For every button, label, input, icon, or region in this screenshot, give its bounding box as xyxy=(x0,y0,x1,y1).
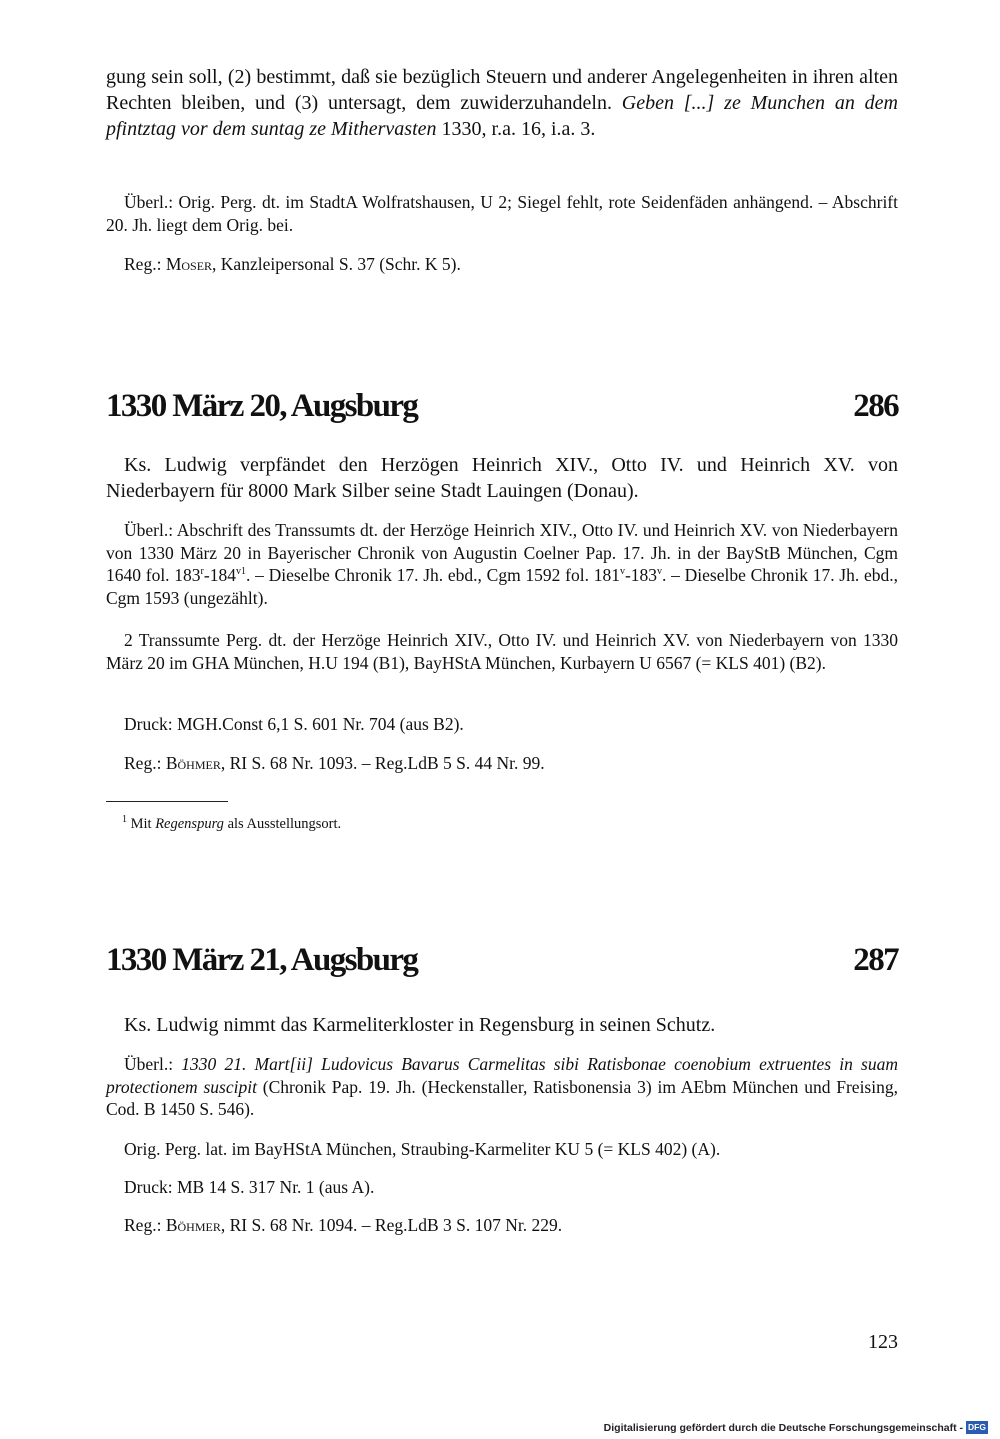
druck-note-286 xyxy=(106,713,898,736)
regest-note-286 xyxy=(106,752,898,775)
superscript: v xyxy=(657,566,663,578)
author-name: Böhmer xyxy=(165,1215,221,1235)
entry-number: 287 xyxy=(853,942,898,978)
text-segment: (Chronik Pap. 19. Jh. (Heckenstaller, Ratisbonensia 3) im AEbm München und Freising, Cod. B 1450 S. 546). xyxy=(106,1076,898,1119)
author-name: Böhmer xyxy=(165,753,221,773)
orig-text: Orig. Perg. lat. im BayHStA München, Straubing-Karmeliter KU 5 (= KLS 402) (A). xyxy=(124,1139,721,1159)
entry-summary-287 xyxy=(106,1012,898,1038)
regest-note xyxy=(106,253,898,276)
quoted-source-text: Geben [...] ze Munchen an dem pfintztag vor dem suntag ze Mithervasten xyxy=(106,92,898,140)
author-name: Moser xyxy=(165,254,213,274)
reg-label: Reg.: xyxy=(124,254,166,274)
druck-text: Druck: MB 14 S. 317 Nr. 1 (aus A). xyxy=(124,1177,375,1197)
text-segment: gung sein soll, (2) bestimmt, daß sie bezüglich Steuern und anderer Angelegenheiten in ihren alten Rechten bleiben, und (3) untersagt, dem zuwiderzuhandeln. xyxy=(106,66,898,114)
dfg-logo-icon: DFG xyxy=(968,1422,986,1432)
quoted-source-text: 1330 21. Mart[ii] Ludovicus Bavarus Carmelitas sibi Ratisbonae coenobium extruentes in suam protectionem suscipit xyxy=(106,1054,898,1097)
summary-text: Ks. Ludwig nimmt das Karmeliterkloster in Regensburg in seinen Schutz. xyxy=(124,1014,716,1036)
text-segment: Mit xyxy=(127,816,156,832)
superscript: v xyxy=(619,566,625,578)
text-segment: . – Dieselbe Chronik 17. Jh. ebd., Cgm 1592 fol. 181 xyxy=(245,565,620,585)
footnote-rule xyxy=(106,801,228,802)
superscript: v1 xyxy=(235,566,246,578)
page-number: 123 xyxy=(868,1331,898,1353)
entry-summary-286 xyxy=(106,452,898,504)
credit-text: Digitalisierung gefördert durch die Deutsche Forschungsgemeinschaft - xyxy=(603,1421,964,1434)
text-segment: . – Dieselbe Chronik 17. Jh. ebd., Cgm 1593 (ungezählt). xyxy=(106,565,898,608)
reg-text: , RI S. 68 Nr. 1093. – Reg.LdB 5 S. 44 Nr. 99. xyxy=(220,753,545,773)
druck-text: Druck: MGH.Const 6,1 S. 601 Nr. 704 (aus B2). xyxy=(124,714,464,734)
uberl-label: Überl.: xyxy=(124,1054,182,1074)
transmission-note-286 xyxy=(106,519,898,609)
transsumte-text: 2 Transsumte Perg. dt. der Herzöge Heinrich XIV., Otto IV. und Heinrich XV. von Niederbayern von 1330 März 20 im GHA München, H.U 194 (B1), BayHStA München, Kurbayern U 6567 (= KLS 401) (B2). xyxy=(106,630,898,673)
reg-text: , RI S. 68 Nr. 1094. – Reg.LdB 3 S. 107 Nr. 229. xyxy=(220,1215,563,1235)
text-segment: -183 xyxy=(624,565,658,585)
druck-note-287 xyxy=(106,1176,898,1199)
uberl-text: Überl.: Orig. Perg. dt. im StadtA Wolfratshausen, U 2; Siegel fehlt, rote Seidenfäden anhängend. – Abschrift 20. Jh. liegt dem Orig. bei. xyxy=(106,192,898,235)
regest-note-287 xyxy=(106,1214,898,1237)
digitization-credit xyxy=(604,1421,988,1434)
entry-heading-286 xyxy=(106,388,898,432)
entry-date: 1330 März 20, Augsburg xyxy=(106,388,418,424)
text-segment: -184 xyxy=(203,565,236,585)
reg-label: Reg.: xyxy=(124,753,166,773)
text-segment: Überl.: Abschrift des Transsumts dt. der Herzöge Heinrich XIV., Otto IV. und Heinrich XV. von Niederbayern von 1330 März 20 in Bayerischer Chronik von Augustin Coelner Pap. 17. Jh. in der BayStB München, Cgm 1640 fol. 183 xyxy=(106,520,898,585)
footnote-number: 1 xyxy=(122,814,127,826)
reg-label: Reg.: xyxy=(124,1215,166,1235)
superscript: r xyxy=(200,566,204,578)
transsumte-note-286 xyxy=(106,629,898,674)
entry-date: 1330 März 21, Augsburg xyxy=(106,942,418,978)
summary-text: Ks. Ludwig verpfändet den Herzögen Heinrich XIV., Otto IV. und Heinrich XV. von Niederbayern für 8000 Mark Silber seine Stadt Lauingen (Donau). xyxy=(106,454,898,502)
transmission-note xyxy=(106,191,898,236)
place-name: Regenspurg xyxy=(155,816,224,832)
continued-entry-text xyxy=(106,64,898,142)
entry-number: 286 xyxy=(853,388,898,424)
reg-text: , Kanzleipersonal S. 37 (Schr. K 5). xyxy=(212,254,461,274)
footnote-1 xyxy=(122,815,341,833)
entry-heading-287 xyxy=(106,942,898,986)
transmission-note-287 xyxy=(106,1053,898,1121)
text-segment: 1330, r.a. 16, i.a. 3. xyxy=(436,118,596,140)
text-segment: als Ausstellungsort. xyxy=(223,816,342,832)
orig-note-287 xyxy=(106,1138,898,1161)
